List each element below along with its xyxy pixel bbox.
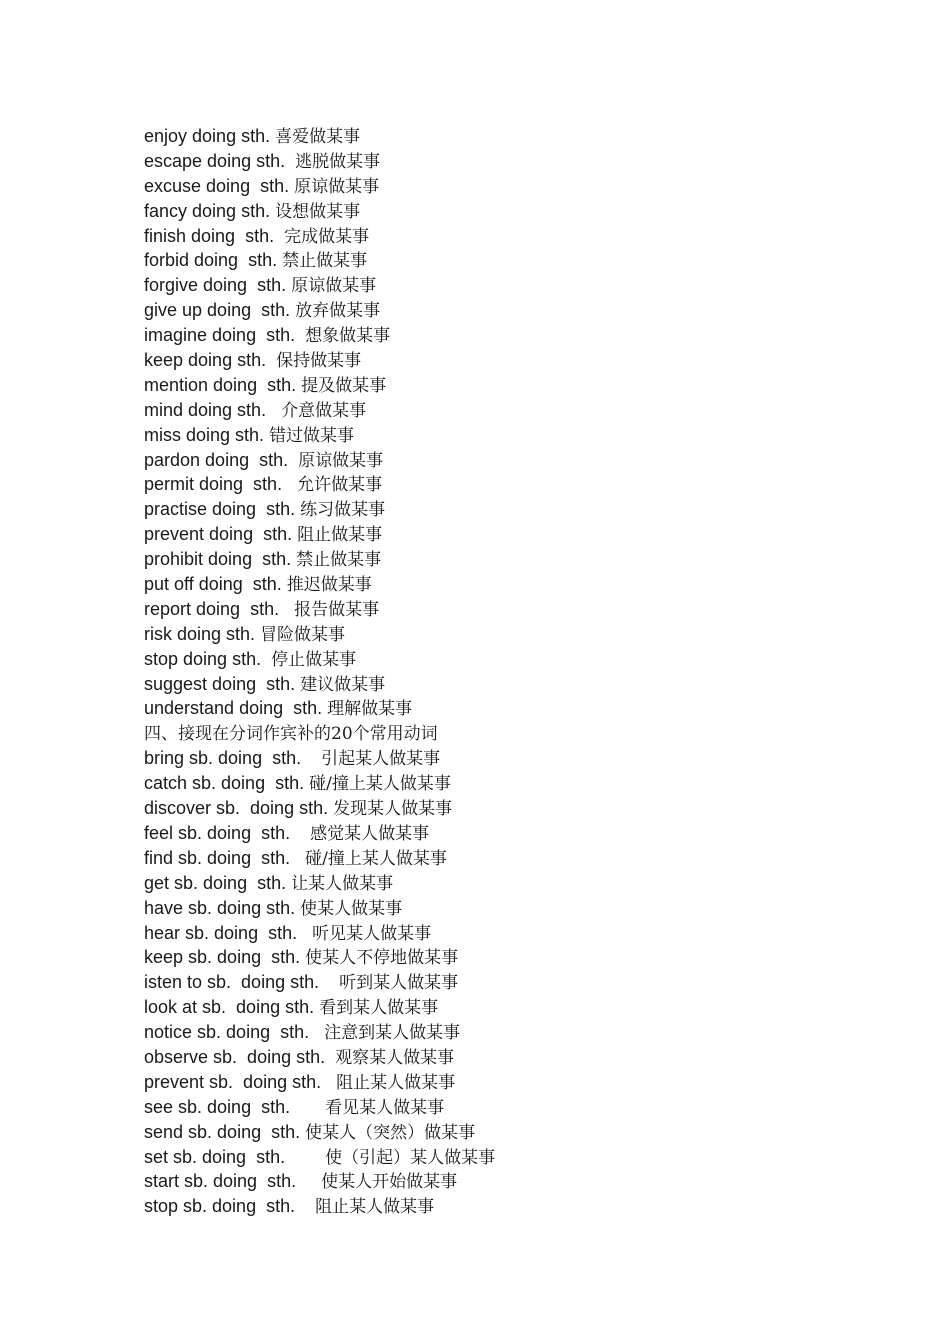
text-line bbox=[144, 921, 904, 946]
text-line bbox=[144, 821, 904, 846]
chinese-meaning: 理解做某事 bbox=[327, 699, 413, 720]
text-line bbox=[144, 696, 904, 721]
text-line bbox=[144, 1145, 904, 1170]
chinese-meaning: 提及做某事 bbox=[301, 375, 387, 396]
chinese-meaning: 碰/撞上某人做某事 bbox=[305, 848, 447, 869]
chinese-meaning: 保持做某事 bbox=[276, 351, 362, 372]
chinese-meaning: 听到某人做某事 bbox=[339, 973, 459, 994]
text-line bbox=[144, 174, 904, 199]
chinese-meaning: 介意做某事 bbox=[281, 400, 367, 421]
english-phrase: prevent sb. doing sth. bbox=[144, 1071, 337, 1092]
english-phrase: escape doing sth. bbox=[144, 150, 296, 171]
document-body bbox=[144, 124, 904, 1219]
english-phrase: look at sb. doing sth. bbox=[144, 997, 320, 1018]
text-line bbox=[144, 124, 904, 149]
chinese-meaning: 看见某人做某事 bbox=[325, 1097, 445, 1118]
text-line bbox=[144, 1169, 904, 1194]
text-line bbox=[144, 1020, 904, 1045]
chinese-meaning: 放弃做某事 bbox=[295, 301, 381, 322]
text-line bbox=[144, 224, 904, 249]
text-line bbox=[144, 945, 904, 970]
chinese-meaning: 原谅做某事 bbox=[294, 176, 380, 197]
english-phrase: catch sb. doing sth. bbox=[144, 773, 310, 794]
chinese-meaning: 引起某人做某事 bbox=[321, 749, 441, 770]
chinese-meaning: 原谅做某事 bbox=[291, 276, 377, 297]
english-phrase: put off doing sth. bbox=[144, 574, 287, 595]
english-phrase: find sb. doing sth. bbox=[144, 847, 306, 868]
english-phrase: imagine doing sth. bbox=[144, 325, 306, 346]
english-phrase: excuse doing sth. bbox=[144, 175, 295, 196]
text-line bbox=[144, 248, 904, 273]
english-phrase: prohibit doing sth. bbox=[144, 549, 297, 570]
text-line bbox=[144, 1095, 904, 1120]
english-phrase: understand doing sth. bbox=[144, 698, 328, 719]
chinese-meaning: 发现某人做某事 bbox=[333, 799, 453, 820]
text-line bbox=[144, 423, 904, 448]
chinese-meaning: 完成做某事 bbox=[284, 226, 370, 247]
chinese-meaning: 使某人（突然）做某事 bbox=[305, 1122, 476, 1143]
text-line bbox=[144, 298, 904, 323]
chinese-meaning: 逃脱做某事 bbox=[295, 151, 381, 172]
chinese-meaning: 禁止做某事 bbox=[296, 550, 382, 571]
text-line bbox=[144, 647, 904, 672]
text-line bbox=[144, 323, 904, 348]
text-line bbox=[144, 398, 904, 423]
english-phrase: forgive doing sth. bbox=[144, 275, 292, 296]
chinese-meaning: 练习做某事 bbox=[300, 500, 386, 521]
text-line bbox=[144, 1120, 904, 1145]
english-phrase: send sb. doing sth. bbox=[144, 1121, 306, 1142]
english-phrase: permit doing sth. bbox=[144, 474, 298, 495]
english-phrase: hear sb. doing sth. bbox=[144, 922, 313, 943]
english-phrase: mind doing sth. bbox=[144, 399, 282, 420]
english-phrase: report doing sth. bbox=[144, 598, 295, 619]
text-line bbox=[144, 871, 904, 896]
chinese-meaning: 看到某人做某事 bbox=[319, 998, 439, 1019]
text-line bbox=[144, 896, 904, 921]
text-line bbox=[144, 1070, 904, 1095]
chinese-meaning: 喜爱做某事 bbox=[275, 127, 361, 147]
text-line bbox=[144, 547, 904, 572]
english-phrase: keep sb. doing sth. bbox=[144, 947, 306, 968]
english-phrase: bring sb. doing sth. bbox=[144, 748, 322, 769]
english-phrase: suggest doing sth. bbox=[144, 673, 301, 694]
english-phrase: set sb. doing sth. bbox=[144, 1146, 326, 1167]
english-phrase: forbid doing sth. bbox=[144, 250, 283, 271]
chinese-meaning: 注意到某人做某事 bbox=[324, 1023, 461, 1044]
chinese-meaning: 设想做某事 bbox=[275, 201, 361, 222]
english-phrase: get sb. doing sth. bbox=[144, 872, 292, 893]
text-line bbox=[144, 199, 904, 224]
english-phrase: mention doing sth. bbox=[144, 374, 302, 395]
english-phrase: observe sb. doing sth. bbox=[144, 1046, 336, 1067]
chinese-meaning: 建议做某事 bbox=[300, 674, 386, 695]
english-phrase: feel sb. doing sth. bbox=[144, 822, 311, 843]
text-line bbox=[144, 472, 904, 497]
text-line bbox=[144, 771, 904, 796]
text-line bbox=[144, 597, 904, 622]
chinese-meaning: 使（引起）某人做某事 bbox=[325, 1147, 496, 1168]
chinese-meaning: 四、接现在分词作宾补的20个常用动词 bbox=[144, 724, 438, 745]
chinese-meaning: 允许做某事 bbox=[297, 475, 383, 496]
text-line bbox=[144, 721, 904, 746]
english-phrase: give up doing sth. bbox=[144, 300, 296, 321]
english-phrase: stop sb. doing sth. bbox=[144, 1196, 316, 1217]
chinese-meaning: 听见某人做某事 bbox=[312, 923, 432, 944]
chinese-meaning: 禁止做某事 bbox=[282, 251, 368, 272]
text-line bbox=[144, 572, 904, 597]
chinese-meaning: 冒险做某事 bbox=[260, 624, 346, 645]
text-line bbox=[144, 149, 904, 174]
text-line bbox=[144, 273, 904, 298]
english-phrase: fancy doing sth. bbox=[144, 200, 276, 221]
chinese-meaning: 错过做某事 bbox=[269, 425, 355, 446]
text-line bbox=[144, 373, 904, 398]
english-phrase: enjoy doing sth. bbox=[144, 126, 276, 146]
chinese-meaning: 阻止做某事 bbox=[297, 525, 383, 546]
english-phrase: keep doing sth. bbox=[144, 350, 277, 371]
english-phrase: isten to sb. doing sth. bbox=[144, 972, 340, 993]
chinese-meaning: 报告做某事 bbox=[294, 599, 380, 620]
english-phrase: risk doing sth. bbox=[144, 623, 261, 644]
text-line bbox=[144, 448, 904, 473]
english-phrase: stop doing sth. bbox=[144, 648, 272, 669]
chinese-meaning: 感觉某人做某事 bbox=[310, 823, 430, 844]
english-phrase: start sb. doing sth. bbox=[144, 1171, 322, 1192]
text-line bbox=[144, 1045, 904, 1070]
english-phrase: discover sb. doing sth. bbox=[144, 798, 334, 819]
chinese-meaning: 阻止某人做某事 bbox=[336, 1072, 456, 1093]
text-line bbox=[144, 846, 904, 871]
english-phrase: practise doing sth. bbox=[144, 499, 301, 520]
text-line bbox=[144, 970, 904, 995]
chinese-meaning: 使某人开始做某事 bbox=[321, 1172, 458, 1193]
chinese-meaning: 阻止某人做某事 bbox=[315, 1197, 435, 1218]
text-line bbox=[144, 746, 904, 771]
english-phrase: have sb. doing sth. bbox=[144, 897, 301, 918]
chinese-meaning: 碰/撞上某人做某事 bbox=[309, 774, 451, 795]
english-phrase: prevent doing sth. bbox=[144, 524, 298, 545]
text-line bbox=[144, 995, 904, 1020]
text-line bbox=[144, 348, 904, 373]
text-line bbox=[144, 796, 904, 821]
text-line bbox=[144, 1194, 904, 1219]
chinese-meaning: 观察某人做某事 bbox=[335, 1047, 455, 1068]
chinese-meaning: 使某人不停地做某事 bbox=[305, 948, 459, 969]
chinese-meaning: 停止做某事 bbox=[271, 649, 357, 670]
english-phrase: miss doing sth. bbox=[144, 424, 270, 445]
text-line bbox=[144, 672, 904, 697]
chinese-meaning: 推迟做某事 bbox=[286, 575, 372, 596]
english-phrase: notice sb. doing sth. bbox=[144, 1022, 325, 1043]
english-phrase: finish doing sth. bbox=[144, 225, 285, 246]
english-phrase: see sb. doing sth. bbox=[144, 1096, 326, 1117]
chinese-meaning: 使某人做某事 bbox=[300, 898, 403, 919]
chinese-meaning: 想象做某事 bbox=[305, 326, 391, 347]
text-line bbox=[144, 522, 904, 547]
text-line bbox=[144, 497, 904, 522]
text-line bbox=[144, 622, 904, 647]
chinese-meaning: 让某人做某事 bbox=[291, 873, 394, 894]
chinese-meaning: 原谅做某事 bbox=[298, 450, 384, 471]
english-phrase: pardon doing sth. bbox=[144, 449, 299, 470]
